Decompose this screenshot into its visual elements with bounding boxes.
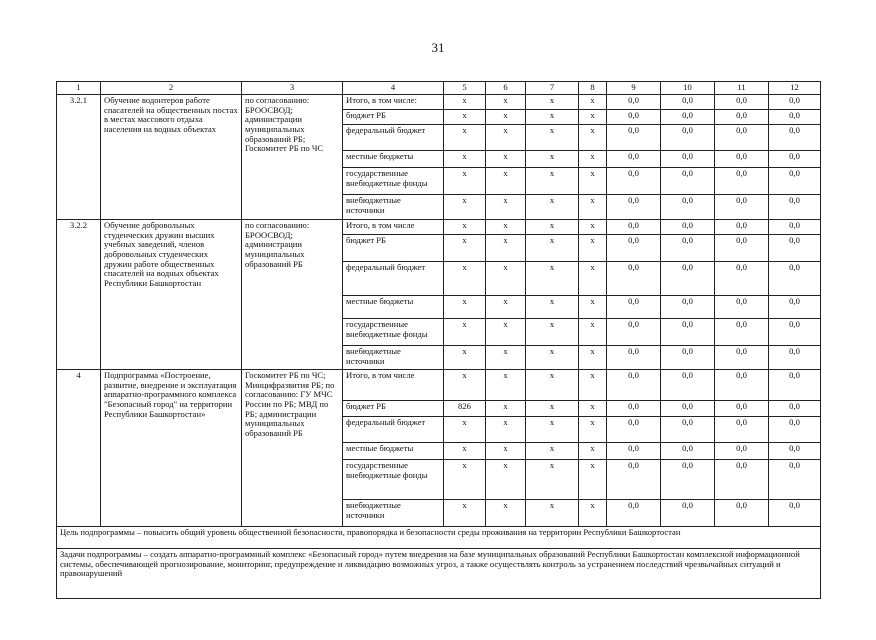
cell-col-7: x xyxy=(526,125,579,151)
page-number: 31 xyxy=(431,40,445,55)
cell-col-5: x xyxy=(444,417,486,443)
funding-source: государственные внебюджетные фонды xyxy=(343,460,444,500)
cell-col-6: x xyxy=(486,125,526,151)
cell-col-6: x xyxy=(486,296,526,319)
cell-col-5: x xyxy=(444,95,486,110)
column-header: 5 xyxy=(444,82,486,95)
cell-col-6: x xyxy=(486,220,526,235)
item-executor: по согласованию: БРООСВОД; администрации муниципальных образований РБ; Госкомитет РБ по ЧС xyxy=(242,95,343,220)
cell-col-5: x xyxy=(444,500,486,527)
cell-col-9: 0,0 xyxy=(607,319,661,346)
cell-col-10: 0,0 xyxy=(661,370,715,401)
cell-col-12: 0,0 xyxy=(769,370,821,401)
cell-col-9: 0,0 xyxy=(607,346,661,370)
column-header: 1 xyxy=(57,82,101,95)
cell-col-8: x xyxy=(579,319,607,346)
cell-col-9: 0,0 xyxy=(607,401,661,417)
cell-col-11: 0,0 xyxy=(715,401,769,417)
cell-col-8: x xyxy=(579,95,607,110)
cell-col-12: 0,0 xyxy=(769,417,821,443)
cell-col-9: 0,0 xyxy=(607,235,661,262)
cell-col-11: 0,0 xyxy=(715,168,769,195)
goal-row xyxy=(57,527,821,549)
cell-col-6: x xyxy=(486,370,526,401)
funding-source: федеральный бюджет xyxy=(343,417,444,443)
funding-source: Итого, в том числе xyxy=(343,220,444,235)
cell-col-8: x xyxy=(579,417,607,443)
funding-source: федеральный бюджет xyxy=(343,262,444,296)
cell-col-5: x xyxy=(444,168,486,195)
cell-col-8: x xyxy=(579,195,607,220)
cell-col-8: x xyxy=(579,443,607,460)
item-name: Обучение водонтеров работе спасателей на общественных постах в местах массового отдыха населения на водных объектах xyxy=(101,95,242,220)
cell-col-9: 0,0 xyxy=(607,220,661,235)
cell-col-7: x xyxy=(526,95,579,110)
cell-col-6: x xyxy=(486,346,526,370)
cell-col-12: 0,0 xyxy=(769,443,821,460)
cell-col-10: 0,0 xyxy=(661,460,715,500)
cell-col-5: x xyxy=(444,346,486,370)
column-header: 2 xyxy=(101,82,242,95)
cell-col-11: 0,0 xyxy=(715,220,769,235)
cell-col-5: x xyxy=(444,235,486,262)
column-header: 4 xyxy=(343,82,444,95)
cell-col-11: 0,0 xyxy=(715,195,769,220)
cell-col-10: 0,0 xyxy=(661,296,715,319)
cell-col-9: 0,0 xyxy=(607,460,661,500)
cell-col-7: x xyxy=(526,220,579,235)
cell-col-11: 0,0 xyxy=(715,296,769,319)
cell-col-10: 0,0 xyxy=(661,319,715,346)
cell-col-10: 0,0 xyxy=(661,151,715,168)
funding-source: местные бюджеты xyxy=(343,443,444,460)
item-executor: по согласованию: БРООСВОД; администрации муниципальных образований РБ xyxy=(242,220,343,370)
cell-col-12: 0,0 xyxy=(769,319,821,346)
cell-col-11: 0,0 xyxy=(715,235,769,262)
cell-col-7: x xyxy=(526,370,579,401)
column-header: 9 xyxy=(607,82,661,95)
cell-col-9: 0,0 xyxy=(607,417,661,443)
column-header: 11 xyxy=(715,82,769,95)
column-header: 7 xyxy=(526,82,579,95)
cell-col-12: 0,0 xyxy=(769,195,821,220)
cell-col-7: x xyxy=(526,460,579,500)
cell-col-12: 0,0 xyxy=(769,110,821,125)
column-header: 6 xyxy=(486,82,526,95)
cell-col-5: x xyxy=(444,262,486,296)
cell-col-10: 0,0 xyxy=(661,125,715,151)
cell-col-8: x xyxy=(579,296,607,319)
item-name: Подпрограмма «Построение, развитие, внедрение и эксплуатация аппаратно-программного комплекса "Безопасный город" на территории Республики Башкортостан» xyxy=(101,370,242,527)
cell-col-8: x xyxy=(579,346,607,370)
cell-col-9: 0,0 xyxy=(607,195,661,220)
item-number: 3.2.2 xyxy=(57,220,101,370)
table-row xyxy=(57,95,821,110)
item-number: 4 xyxy=(57,370,101,527)
cell-col-11: 0,0 xyxy=(715,95,769,110)
cell-col-11: 0,0 xyxy=(715,443,769,460)
cell-col-8: x xyxy=(579,370,607,401)
cell-col-5: x xyxy=(444,220,486,235)
cell-col-12: 0,0 xyxy=(769,235,821,262)
column-header: 10 xyxy=(661,82,715,95)
cell-col-8: x xyxy=(579,500,607,527)
cell-col-7: x xyxy=(526,195,579,220)
header-row xyxy=(57,82,821,95)
cell-col-9: 0,0 xyxy=(607,110,661,125)
funding-source: местные бюджеты xyxy=(343,151,444,168)
cell-col-11: 0,0 xyxy=(715,262,769,296)
cell-col-6: x xyxy=(486,319,526,346)
cell-col-5: x xyxy=(444,151,486,168)
cell-col-8: x xyxy=(579,460,607,500)
cell-col-8: x xyxy=(579,110,607,125)
item-number: 3.2.1 xyxy=(57,95,101,220)
funding-source: бюджет РБ xyxy=(343,401,444,417)
cell-col-7: x xyxy=(526,346,579,370)
cell-col-10: 0,0 xyxy=(661,195,715,220)
cell-col-11: 0,0 xyxy=(715,346,769,370)
item-executor: Госкомитет РБ по ЧС; Минцифразвития РБ; по согласованию: ГУ МЧС России по РБ; МВД по РБ; администрации муниципальных образований РБ xyxy=(242,370,343,527)
funding-source: внебюджетные источники xyxy=(343,500,444,527)
cell-col-7: x xyxy=(526,319,579,346)
cell-col-10: 0,0 xyxy=(661,168,715,195)
cell-col-5: x xyxy=(444,370,486,401)
cell-col-11: 0,0 xyxy=(715,151,769,168)
funding-source: внебюджетные источники xyxy=(343,346,444,370)
cell-col-8: x xyxy=(579,220,607,235)
cell-col-6: x xyxy=(486,110,526,125)
cell-col-8: x xyxy=(579,151,607,168)
column-header: 8 xyxy=(579,82,607,95)
cell-col-5: x xyxy=(444,460,486,500)
funding-source: бюджет РБ xyxy=(343,235,444,262)
cell-col-6: x xyxy=(486,151,526,168)
cell-col-12: 0,0 xyxy=(769,168,821,195)
cell-col-11: 0,0 xyxy=(715,125,769,151)
cell-col-7: x xyxy=(526,443,579,460)
cell-col-6: x xyxy=(486,443,526,460)
cell-col-9: 0,0 xyxy=(607,296,661,319)
cell-col-12: 0,0 xyxy=(769,296,821,319)
cell-col-9: 0,0 xyxy=(607,95,661,110)
funding-source: федеральный бюджет xyxy=(343,125,444,151)
cell-col-11: 0,0 xyxy=(715,110,769,125)
cell-col-8: x xyxy=(579,262,607,296)
cell-col-12: 0,0 xyxy=(769,151,821,168)
column-header: 3 xyxy=(242,82,343,95)
cell-col-12: 0,0 xyxy=(769,262,821,296)
cell-col-8: x xyxy=(579,401,607,417)
cell-col-6: x xyxy=(486,195,526,220)
funding-source: местные бюджеты xyxy=(343,296,444,319)
cell-col-12: 0,0 xyxy=(769,401,821,417)
cell-col-12: 0,0 xyxy=(769,460,821,500)
cell-col-7: x xyxy=(526,168,579,195)
cell-col-5: x xyxy=(444,296,486,319)
cell-col-10: 0,0 xyxy=(661,95,715,110)
cell-col-5: x xyxy=(444,125,486,151)
tasks-row xyxy=(57,549,821,599)
cell-col-11: 0,0 xyxy=(715,370,769,401)
cell-col-7: x xyxy=(526,262,579,296)
funding-source: Итого, в том числе: xyxy=(343,95,444,110)
cell-col-8: x xyxy=(579,168,607,195)
cell-col-10: 0,0 xyxy=(661,443,715,460)
cell-col-8: x xyxy=(579,235,607,262)
cell-col-10: 0,0 xyxy=(661,500,715,527)
cell-col-10: 0,0 xyxy=(661,262,715,296)
cell-col-10: 0,0 xyxy=(661,110,715,125)
cell-col-12: 0,0 xyxy=(769,346,821,370)
cell-col-7: x xyxy=(526,500,579,527)
cell-col-9: 0,0 xyxy=(607,151,661,168)
cell-col-5: x xyxy=(444,443,486,460)
cell-col-6: x xyxy=(486,168,526,195)
cell-col-8: x xyxy=(579,125,607,151)
cell-col-9: 0,0 xyxy=(607,500,661,527)
funding-source: бюджет РБ xyxy=(343,110,444,125)
cell-col-12: 0,0 xyxy=(769,95,821,110)
cell-col-7: x xyxy=(526,110,579,125)
cell-col-7: x xyxy=(526,417,579,443)
cell-col-10: 0,0 xyxy=(661,417,715,443)
cell-col-6: x xyxy=(486,417,526,443)
cell-col-11: 0,0 xyxy=(715,460,769,500)
cell-col-6: x xyxy=(486,235,526,262)
cell-col-6: x xyxy=(486,401,526,417)
cell-col-5: 826 xyxy=(444,401,486,417)
cell-col-11: 0,0 xyxy=(715,417,769,443)
funding-source: внебюджетные источники xyxy=(343,195,444,220)
table-row xyxy=(57,220,821,235)
cell-col-9: 0,0 xyxy=(607,168,661,195)
cell-col-11: 0,0 xyxy=(715,500,769,527)
cell-col-12: 0,0 xyxy=(769,220,821,235)
subprogram-tasks: Задачи подпрограммы – создать аппаратно-программный комплекс «Безопасный город» путем внедрения на базе муниципальных образований Республики Башкортостан комплексной информационной системы, обеспечивающей прогнозирование, мониторинг, предупреждение и ликвидацию возможных угроз, а также осуществлять контроль за устранением последствий чрезвычайных ситуаций и правонарушений xyxy=(57,549,821,599)
cell-col-5: x xyxy=(444,319,486,346)
cell-col-5: x xyxy=(444,110,486,125)
funding-source: Итого, в том числе xyxy=(343,370,444,401)
subprogram-goal: Цель подпрограммы – повысить общий уровень общественной безопасности, правопорядка и безопасности среды проживания на территории Республики Башкортостан xyxy=(57,527,821,549)
cell-col-5: x xyxy=(444,195,486,220)
cell-col-12: 0,0 xyxy=(769,125,821,151)
funding-source: государственные внебюджетные фонды xyxy=(343,168,444,195)
cell-col-10: 0,0 xyxy=(661,346,715,370)
cell-col-7: x xyxy=(526,151,579,168)
cell-col-6: x xyxy=(486,460,526,500)
cell-col-10: 0,0 xyxy=(661,235,715,262)
program-table xyxy=(56,81,821,599)
cell-col-11: 0,0 xyxy=(715,319,769,346)
cell-col-6: x xyxy=(486,262,526,296)
cell-col-9: 0,0 xyxy=(607,443,661,460)
cell-col-6: x xyxy=(486,95,526,110)
table-row xyxy=(57,370,821,401)
item-name: Обучение добровольных студенческих дружин высших учебных заведений, членов добровольных студенческих дружин работе общественных спасателей на водных объектах Республики Башкортостан xyxy=(101,220,242,370)
cell-col-12: 0,0 xyxy=(769,500,821,527)
cell-col-7: x xyxy=(526,296,579,319)
cell-col-9: 0,0 xyxy=(607,262,661,296)
column-header: 12 xyxy=(769,82,821,95)
cell-col-6: x xyxy=(486,500,526,527)
cell-col-9: 0,0 xyxy=(607,125,661,151)
funding-source: государственные внебюджетные фонды xyxy=(343,319,444,346)
cell-col-7: x xyxy=(526,235,579,262)
cell-col-10: 0,0 xyxy=(661,220,715,235)
cell-col-7: x xyxy=(526,401,579,417)
cell-col-9: 0,0 xyxy=(607,370,661,401)
cell-col-10: 0,0 xyxy=(661,401,715,417)
